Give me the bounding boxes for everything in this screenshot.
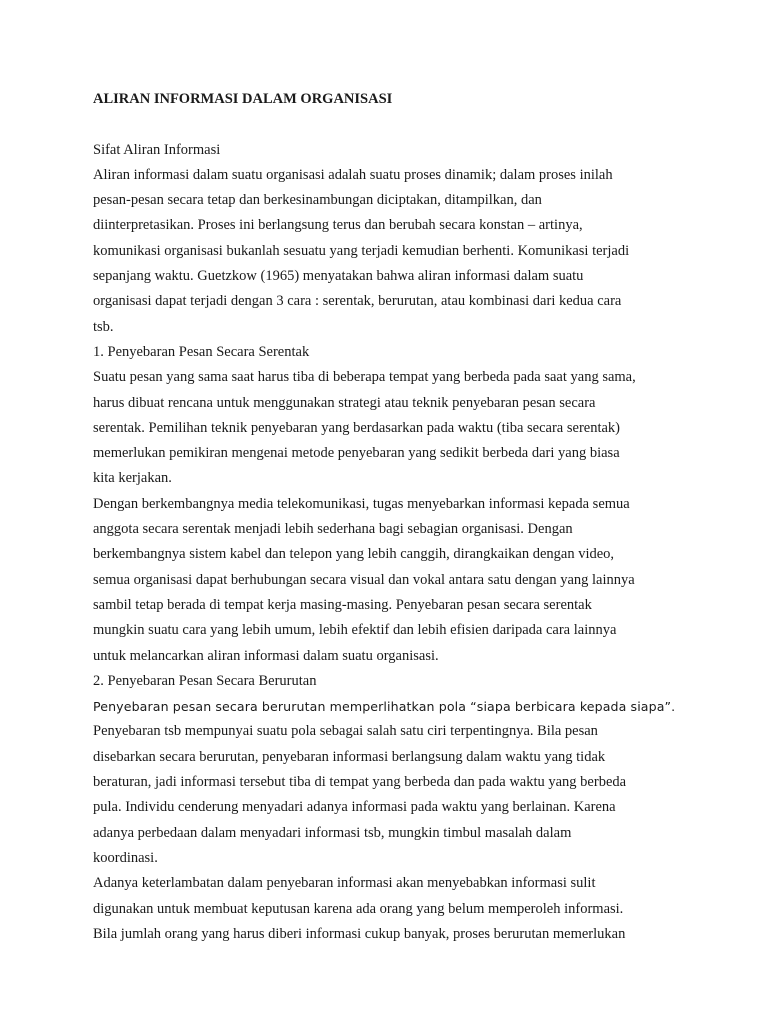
text-line: digunakan untuk membuat keputusan karena ada orang yang belum memperoleh informasi.: [93, 900, 624, 917]
text-line: memerlukan pemikiran mengenai metode penyebaran yang sedikit berbeda dari yang biasa: [93, 445, 620, 462]
text-line: Suatu pesan yang sama saat harus tiba di beberapa tempat yang berbeda pada saat yang sama,: [93, 369, 636, 386]
text-line: adanya perbedaan dalam menyadari informasi tsb, mungkin timbul masalah dalam: [93, 824, 572, 841]
blank-line: [93, 112, 693, 137]
text-line: Penyebaran tsb mempunyai suatu pola sebagai salah satu ciri terpentingnya. Bila pesan: [93, 723, 598, 740]
text-line: beraturan, jadi informasi tersebut tiba di tempat yang berbeda dan pada waktu yang berbeda: [93, 774, 627, 791]
document-title: ALIRAN INFORMASI DALAM ORGANISASI: [93, 91, 393, 107]
text-line: disebarkan secara berurutan, penyebaran informasi berlangsung dalam waktu yang tidak: [93, 748, 606, 765]
text-line: harus dibuat rencana untuk menggunakan strategi atau teknik penyebaran pesan secara: [93, 394, 596, 411]
text-line: sepanjang waktu. Guetzkow (1965) menyatakan bahwa aliran informasi dalam suatu: [93, 268, 584, 285]
text-line: diinterpretasikan. Proses ini berlangsung terus dan berubah secara konstan – artinya,: [93, 217, 583, 234]
text-line: sambil tetap berada di tempat kerja masing-masing. Penyebaran pesan secara serentak: [93, 596, 592, 613]
text-line: mungkin suatu cara yang lebih umum, lebih efektif dan lebih efisien daripada cara lainnya: [93, 622, 617, 639]
section-heading-berurutan: 2. Penyebaran Pesan Secara Berurutan: [93, 672, 317, 689]
document-body: [93, 87, 693, 947]
text-line-alt-font: Penyebaran pesan secara berurutan memperlihatkan pola “siapa berbicara kepada siapa”.: [93, 699, 676, 715]
text-line: Adanya keterlambatan dalam penyebaran informasi akan menyebabkan informasi sulit: [93, 875, 596, 892]
text-line: koordinasi.: [93, 849, 158, 866]
text-line: untuk melancarkan aliran informasi dalam suatu organisasi.: [93, 647, 439, 664]
text-line: berkembangnya sistem kabel dan telepon yang lebih canggih, dirangkaikan dengan video,: [93, 546, 615, 563]
text-line: Bila jumlah orang yang harus diberi informasi cukup banyak, proses berurutan memerlukan: [93, 925, 626, 942]
text-line: kita kerjakan.: [93, 470, 172, 487]
text-line: serentak. Pemilihan teknik penyebaran yang berdasarkan pada waktu (tiba secara serentak): [93, 419, 621, 436]
text-line: anggota secara serentak menjadi lebih sederhana bagi sebagian organisasi. Dengan: [93, 521, 573, 538]
text-line: komunikasi organisasi bukanlah sesuatu yang terjadi kemudian berhenti. Komunikasi terjadi: [93, 242, 630, 259]
text-line: organisasi dapat terjadi dengan 3 cara : serentak, berurutan, atau kombinasi dari kedua cara: [93, 293, 622, 310]
text-line: Aliran informasi dalam suatu organisasi adalah suatu proses dinamik; dalam proses inilah: [93, 166, 613, 183]
text-line: pula. Individu cenderung menyadari adanya informasi pada waktu yang berlainan. Karena: [93, 799, 616, 816]
text-line: tsb.: [93, 318, 114, 335]
text-line: pesan-pesan secara tetap dan berkesinambungan diciptakan, ditampilkan, dan: [93, 192, 542, 209]
text-line: semua organisasi dapat berhubungan secara visual dan vokal antara satu dengan yang lainnya: [93, 571, 635, 588]
text-line: Dengan berkembangnya media telekomunikasi, tugas menyebarkan informasi kepada semua: [93, 495, 630, 512]
section-heading-serentak: 1. Penyebaran Pesan Secara Serentak: [93, 343, 310, 360]
section-heading-sifat: Sifat Aliran Informasi: [93, 141, 221, 158]
